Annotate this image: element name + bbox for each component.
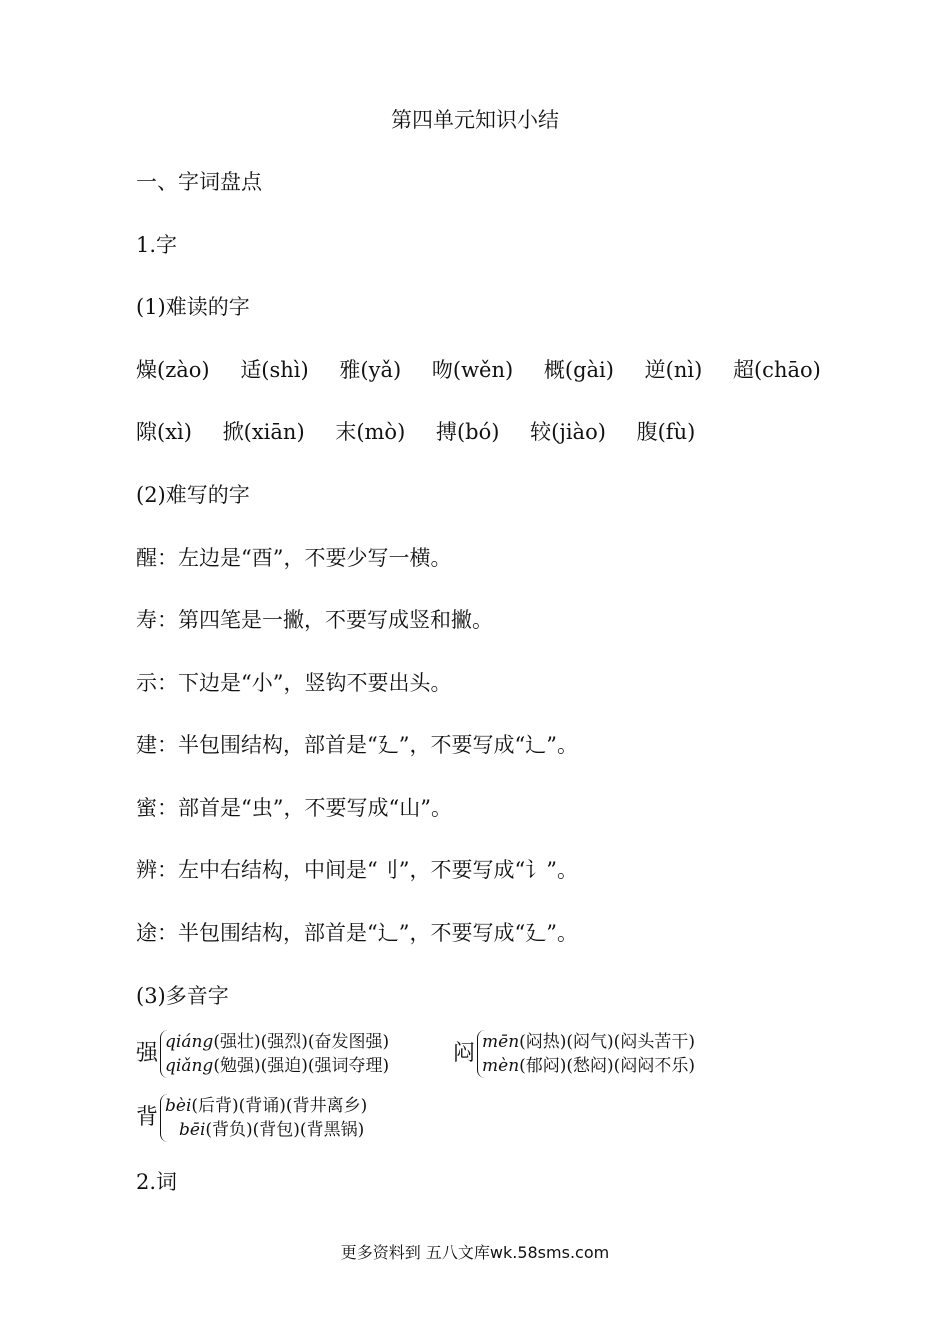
- polyphone-brace: [160, 1030, 389, 1078]
- polyphone-reading: [165, 1094, 367, 1118]
- subheading-words: 2.词: [136, 1170, 178, 1194]
- hard-read-item: 吻(wěn): [431, 358, 514, 382]
- hard-read-item: 超(chāo): [732, 358, 821, 382]
- hard-read-item: 燥(zào): [136, 358, 210, 382]
- hard-read-item: 掀(xiān): [222, 420, 305, 444]
- hard-read-row-1: [136, 356, 845, 384]
- hard-read-item: 末(mò): [335, 420, 406, 444]
- hard-read-item: 腹(fù): [636, 420, 696, 444]
- hard-read-item: 逆(nì): [644, 358, 703, 382]
- polyphone-reading: [165, 1054, 389, 1078]
- example-words: (后背)(背诵)(背井离乡): [191, 1096, 368, 1116]
- hard-write-item: 醒：左边是“酉”，不要少写一横。: [136, 546, 452, 570]
- hard-read-item: 搏(bó): [435, 420, 500, 444]
- polyphone-brace: [160, 1094, 367, 1142]
- hard-write-item: 示：下边是“小”，竖钩不要出头。: [136, 671, 452, 695]
- pinyin: bēi: [179, 1120, 206, 1140]
- page-title: 第四单元知识小结: [391, 108, 559, 132]
- polyphone-char: 强: [136, 1041, 159, 1066]
- hard-write-item: 蜜：部首是“虫”，不要写成“山”。: [136, 796, 452, 820]
- example-words: (强壮)(强烈)(奋发图强): [213, 1032, 390, 1052]
- polyphone-group: [136, 1094, 367, 1142]
- pinyin: mèn: [482, 1056, 520, 1076]
- example-words: (勉强)(强迫)(强词夺理): [213, 1056, 390, 1076]
- polyphone-reading: [482, 1054, 695, 1078]
- subheading-polyphones: (3)多音字: [136, 984, 229, 1008]
- hard-read-item: 隙(xì): [136, 420, 192, 444]
- polyphone-char: 闷: [453, 1041, 476, 1066]
- hard-write-item: 辨：左中右结构，中间是“刂”，不要写成“讠”。: [136, 858, 578, 882]
- hard-read-item: 适(shì): [240, 358, 309, 382]
- pinyin: qiáng: [165, 1032, 214, 1052]
- pinyin: qiǎng: [165, 1056, 214, 1076]
- example-words: (闷热)(闷气)(闷头苦干): [519, 1032, 695, 1052]
- polyphone-char: 背: [136, 1105, 159, 1130]
- hard-read-item: 概(gài): [543, 358, 614, 382]
- pinyin: mēn: [482, 1032, 520, 1052]
- subheading-hard-to-write: (2)难写的字: [136, 483, 250, 507]
- subheading-characters: 1.字: [136, 233, 178, 257]
- polyphone-brace: [477, 1030, 695, 1078]
- polyphone-reading: [165, 1030, 389, 1054]
- hard-read-row-2: [136, 418, 719, 446]
- hard-read-item: 雅(yǎ): [339, 358, 402, 382]
- example-words: (郁闷)(愁闷)(闷闷不乐): [519, 1056, 695, 1076]
- hard-write-item: 途：半包围结构，部首是“辶”，不要写成“廴”。: [136, 921, 578, 945]
- hard-write-item: 寿：第四笔是一撇，不要写成竖和撇。: [136, 608, 493, 632]
- polyphone-group: [136, 1030, 389, 1078]
- hard-write-item: 建：半包围结构，部首是“廴”，不要写成“辶”。: [136, 733, 578, 757]
- subheading-hard-to-read: (1)难读的字: [136, 295, 250, 319]
- section-heading-vocabulary: 一、字词盘点: [136, 170, 262, 194]
- polyphone-group: [453, 1030, 695, 1078]
- polyphone-reading: [482, 1030, 695, 1054]
- pinyin: bèi: [165, 1096, 192, 1116]
- polyphone-reading: [165, 1118, 367, 1142]
- hard-read-item: 较(jiào): [530, 420, 606, 444]
- example-words: (背负)(背包)(背黑锅): [205, 1120, 365, 1140]
- footer-source: 更多资料到 五八文库wk.58sms.com: [340, 1243, 610, 1262]
